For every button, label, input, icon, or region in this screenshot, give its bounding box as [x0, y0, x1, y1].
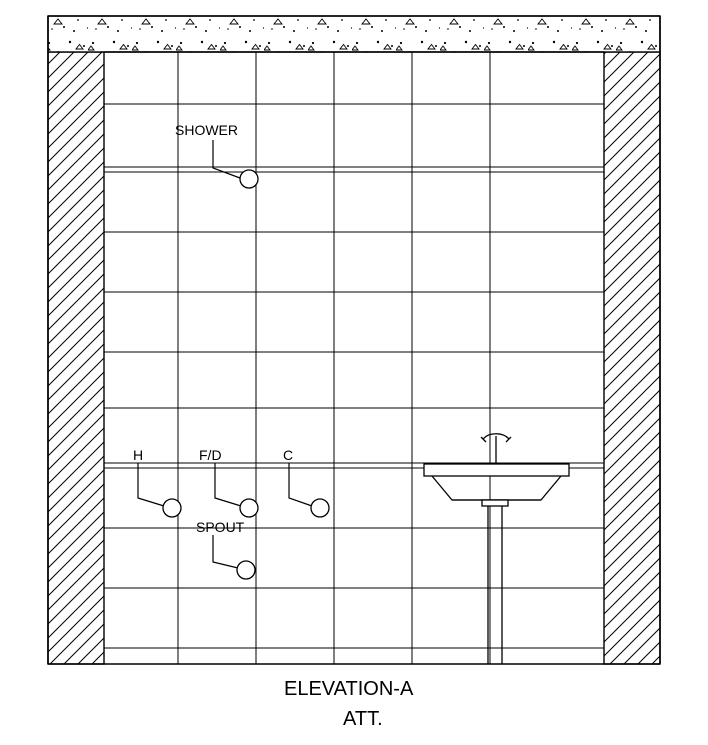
hot-label: H	[133, 447, 144, 463]
left-wall	[48, 52, 104, 664]
cold-valve-outlet	[311, 499, 329, 517]
right-wall	[604, 52, 660, 664]
spout-outlet	[237, 561, 255, 579]
hot-valve-outlet	[163, 499, 181, 517]
tiled-wall-surface	[104, 52, 604, 664]
shower-label: SHOWER	[175, 122, 238, 138]
drawing-subtitle: ATT.	[343, 708, 383, 730]
floor-drain-label: F/D	[199, 447, 222, 463]
ceiling-slab	[48, 16, 660, 52]
spout-label: SPOUT	[196, 519, 245, 535]
drawing-title: ELEVATION-A	[284, 678, 414, 700]
shower-head-outlet	[240, 170, 258, 188]
floor-drain-outlet	[240, 499, 258, 517]
cold-label: C	[283, 447, 294, 463]
